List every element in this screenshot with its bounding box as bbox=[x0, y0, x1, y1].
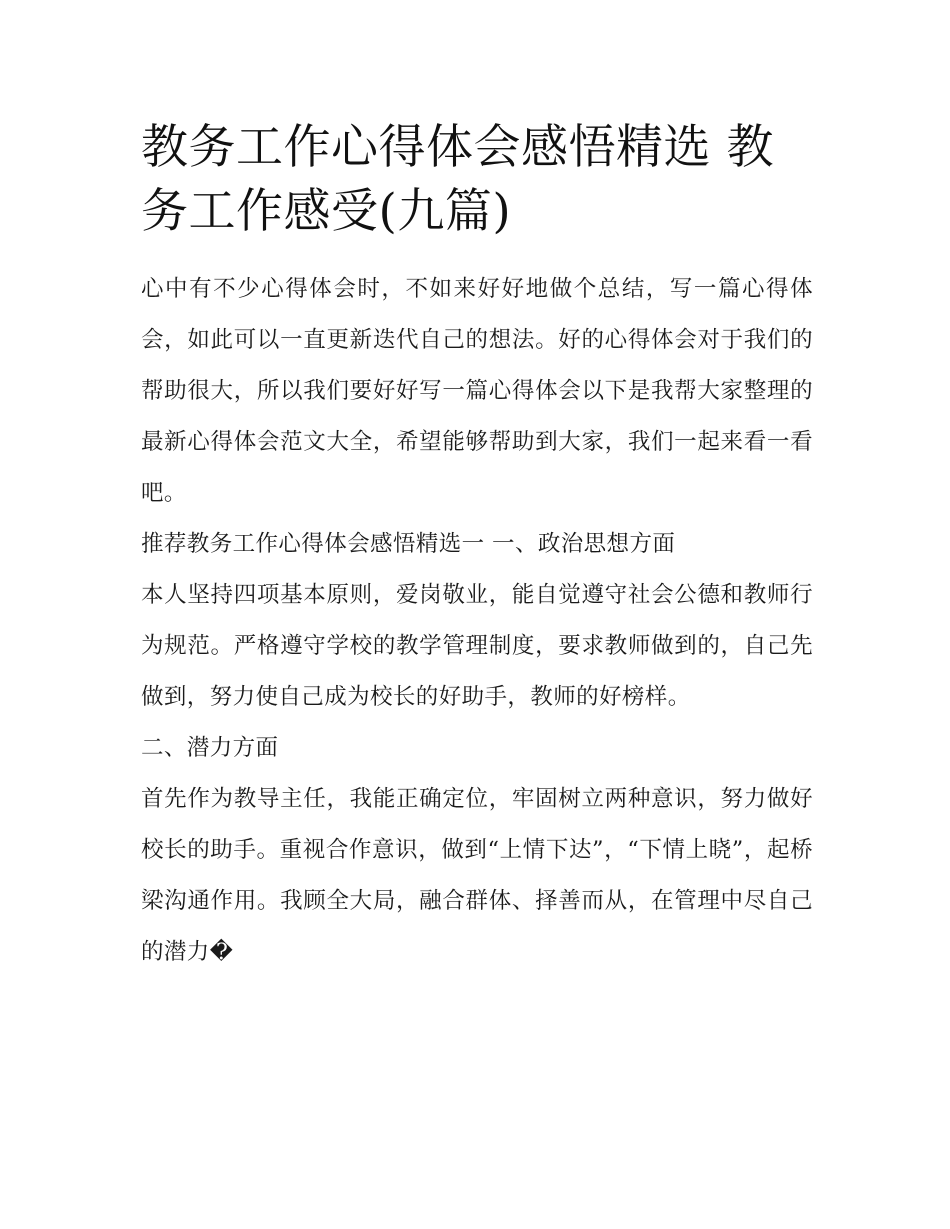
document-body bbox=[141, 264, 813, 978]
document-page bbox=[141, 116, 813, 978]
political-paragraph: 本人坚持四项基本原则，爱岗敬业，能自觉遵守社会公德和教师行为规范。严格遵守学校的教学管理制度，要求教师做到的，自己先做到，努力使自己成为校长的好助手，教师的好榜样。 bbox=[141, 582, 813, 710]
intro-paragraph: 心中有不少心得体会时，不如来好好地做个总结，写一篇心得体会，如此可以一直更新迭代自己的想法。好的心得体会对于我们的帮助很大，所以我们要好好写一篇心得体会以下是我帮大家整理的最新心得体会范文大全，希望能够帮助到大家，我们一起来看一看吧。 bbox=[141, 276, 813, 506]
section-heading-political: 推荐教务工作心得体会感悟精选一 一、政治思想方面 bbox=[141, 531, 676, 557]
document-title: 教务工作心得体会感悟精选 教务工作感受(九篇) bbox=[141, 120, 774, 239]
section-heading-ability: 二、潜力方面 bbox=[141, 735, 279, 761]
ability-paragraph: 首先作为教导主任，我能正确定位，牢固树立两种意识，努力做好校长的助手。重视合作意识，做到“上情下达”，“下情上晓”，起桥梁沟通作用。我顾全大局，融合群体、择善而从，在管理中尽自己的潜力� bbox=[141, 786, 813, 965]
